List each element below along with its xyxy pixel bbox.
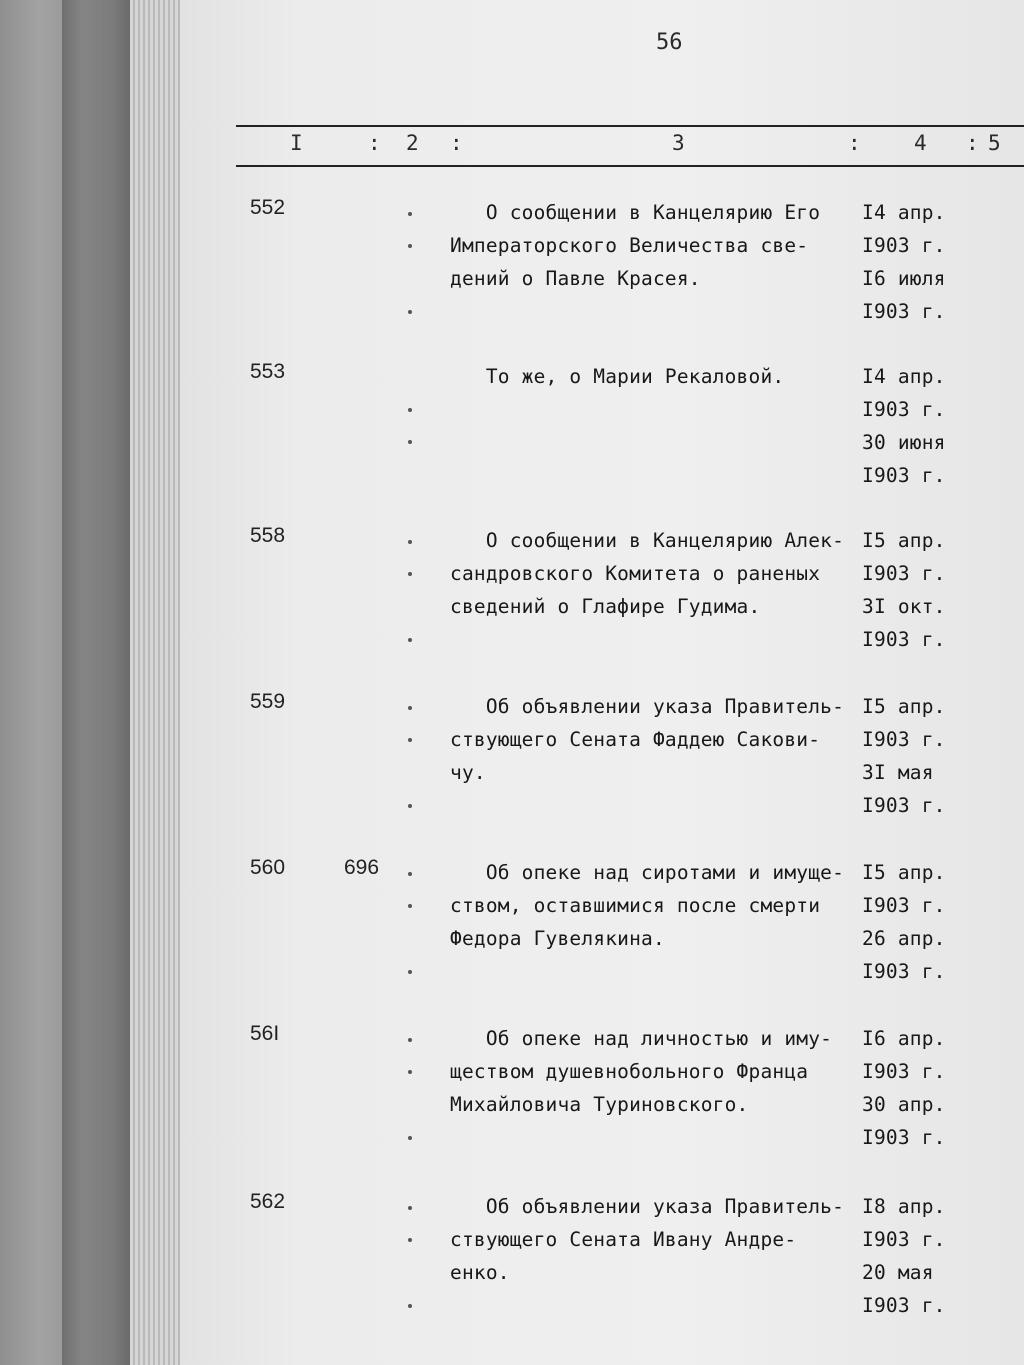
column-header-5: 5	[988, 131, 1001, 155]
description-line: О сообщении в Канцелярию Алек-	[450, 529, 845, 552]
margin-dot	[408, 872, 412, 876]
margin-dot	[408, 638, 412, 642]
date-line: I903 г.	[862, 794, 946, 817]
description-line: Императорского Величества све-	[450, 234, 809, 257]
description-line: ствующего Сената Фаддею Сакови-	[450, 728, 821, 751]
entry-secondary-number: 696	[344, 856, 380, 879]
entry-dates	[862, 690, 992, 822]
entry-number: 562	[250, 1190, 286, 1213]
date-line: 30 апр.	[862, 1093, 946, 1116]
column-separator: :	[848, 131, 861, 155]
page-number: 56	[656, 30, 683, 55]
date-line: 26 апр.	[862, 927, 946, 950]
description-line: Федора Гувелякина.	[450, 927, 665, 950]
column-separator: :	[368, 131, 381, 155]
description-line: ществом душевнобольного Франца	[450, 1060, 809, 1083]
date-line: I903 г.	[862, 234, 946, 257]
date-line: 20 мая	[862, 1261, 934, 1284]
date-line: I903 г.	[862, 1060, 946, 1083]
date-line: I4 апр.	[862, 201, 946, 224]
table-header-bottom-rule	[236, 165, 1024, 167]
table-row	[180, 1022, 1024, 1162]
margin-dot	[408, 408, 412, 412]
entry-description	[450, 196, 870, 295]
date-line: I903 г.	[862, 1126, 946, 1149]
entry-dates	[862, 360, 992, 492]
date-line: I903 г.	[862, 398, 946, 421]
entry-number: 560	[250, 856, 286, 879]
margin-dot	[408, 970, 412, 974]
table-row	[180, 856, 1024, 996]
date-line: I903 г.	[862, 300, 946, 323]
entry-dates	[862, 196, 992, 328]
description-line: Об опеке над сиротами и имуще-	[450, 861, 845, 884]
entry-number: 553	[250, 360, 286, 383]
description-line: Михайловича Туриновского.	[450, 1093, 749, 1116]
date-line: I903 г.	[862, 628, 946, 651]
description-line: О сообщении в Канцелярию Его	[450, 201, 821, 224]
entry-description	[450, 360, 870, 393]
margin-dot	[408, 572, 412, 576]
description-line: То же, о Марии Рекаловой.	[450, 365, 785, 388]
date-line: I903 г.	[862, 894, 946, 917]
margin-dot	[408, 1304, 412, 1308]
margin-dot	[408, 1136, 412, 1140]
entry-number: 552	[250, 196, 286, 219]
entry-description	[450, 1190, 870, 1289]
date-line: I903 г.	[862, 728, 946, 751]
entry-dates	[862, 1190, 992, 1322]
date-line: I903 г.	[862, 1228, 946, 1251]
table-row	[180, 690, 1024, 830]
description-line: сандровского Комитета о раненых	[450, 562, 821, 585]
date-line: 30 июня	[862, 431, 946, 454]
margin-dot	[408, 440, 412, 444]
date-line: 3I мая	[862, 761, 934, 784]
margin-dot	[408, 904, 412, 908]
margin-dot	[408, 1206, 412, 1210]
column-separator: :	[450, 131, 463, 155]
description-line: Об объявлении указа Правитель-	[450, 1195, 845, 1218]
margin-dot	[408, 1238, 412, 1242]
column-header-4: 4	[914, 131, 927, 155]
entry-number: 56I	[250, 1022, 280, 1045]
description-line: дений о Павле Красея.	[450, 267, 701, 290]
description-line: ствующего Сената Ивану Андре-	[450, 1228, 797, 1251]
entry-number: 559	[250, 690, 286, 713]
date-line: I5 апр.	[862, 861, 946, 884]
margin-dot	[408, 1038, 412, 1042]
entry-description	[450, 1022, 870, 1121]
entry-description	[450, 690, 870, 789]
entry-dates	[862, 1022, 992, 1154]
date-line: I903 г.	[862, 562, 946, 585]
margin-dot	[408, 706, 412, 710]
date-line: I6 апр.	[862, 1027, 946, 1050]
entry-description	[450, 856, 870, 955]
document-page	[180, 0, 1024, 1365]
table-header-top-rule	[236, 125, 1024, 127]
description-line: ством, оставшимися после смерти	[450, 894, 821, 917]
margin-dot	[408, 212, 412, 216]
margin-dot	[408, 804, 412, 808]
table-row	[180, 1190, 1024, 1330]
entry-number: 558	[250, 524, 286, 547]
page-edges	[130, 0, 180, 1365]
margin-dot	[408, 738, 412, 742]
table-row	[180, 360, 1024, 500]
date-line: I6 июля	[862, 267, 946, 290]
margin-dot	[408, 540, 412, 544]
column-header-1: I	[290, 131, 303, 155]
book-binding	[62, 0, 130, 1365]
column-header-3: 3	[672, 131, 685, 155]
entry-dates	[862, 524, 992, 656]
table-row	[180, 524, 1024, 664]
description-line: сведений о Глафире Гудима.	[450, 595, 761, 618]
margin-dot	[408, 310, 412, 314]
column-header-2: 2	[406, 131, 419, 155]
table-row	[180, 196, 1024, 336]
description-line: Об объявлении указа Правитель-	[450, 695, 845, 718]
date-line: 3I окт.	[862, 595, 946, 618]
date-line: I5 апр.	[862, 529, 946, 552]
column-separator: :	[966, 131, 979, 155]
description-line: Об опеке над личностью и иму-	[450, 1027, 833, 1050]
description-line: чу.	[450, 761, 486, 784]
margin-dot	[408, 244, 412, 248]
date-line: I903 г.	[862, 960, 946, 983]
date-line: I4 апр.	[862, 365, 946, 388]
description-line: енко.	[450, 1261, 510, 1284]
margin-dot	[408, 1070, 412, 1074]
date-line: I5 апр.	[862, 695, 946, 718]
entry-description	[450, 524, 870, 623]
date-line: I8 апр.	[862, 1195, 946, 1218]
date-line: I903 г.	[862, 1294, 946, 1317]
entry-dates	[862, 856, 992, 988]
date-line: I903 г.	[862, 464, 946, 487]
